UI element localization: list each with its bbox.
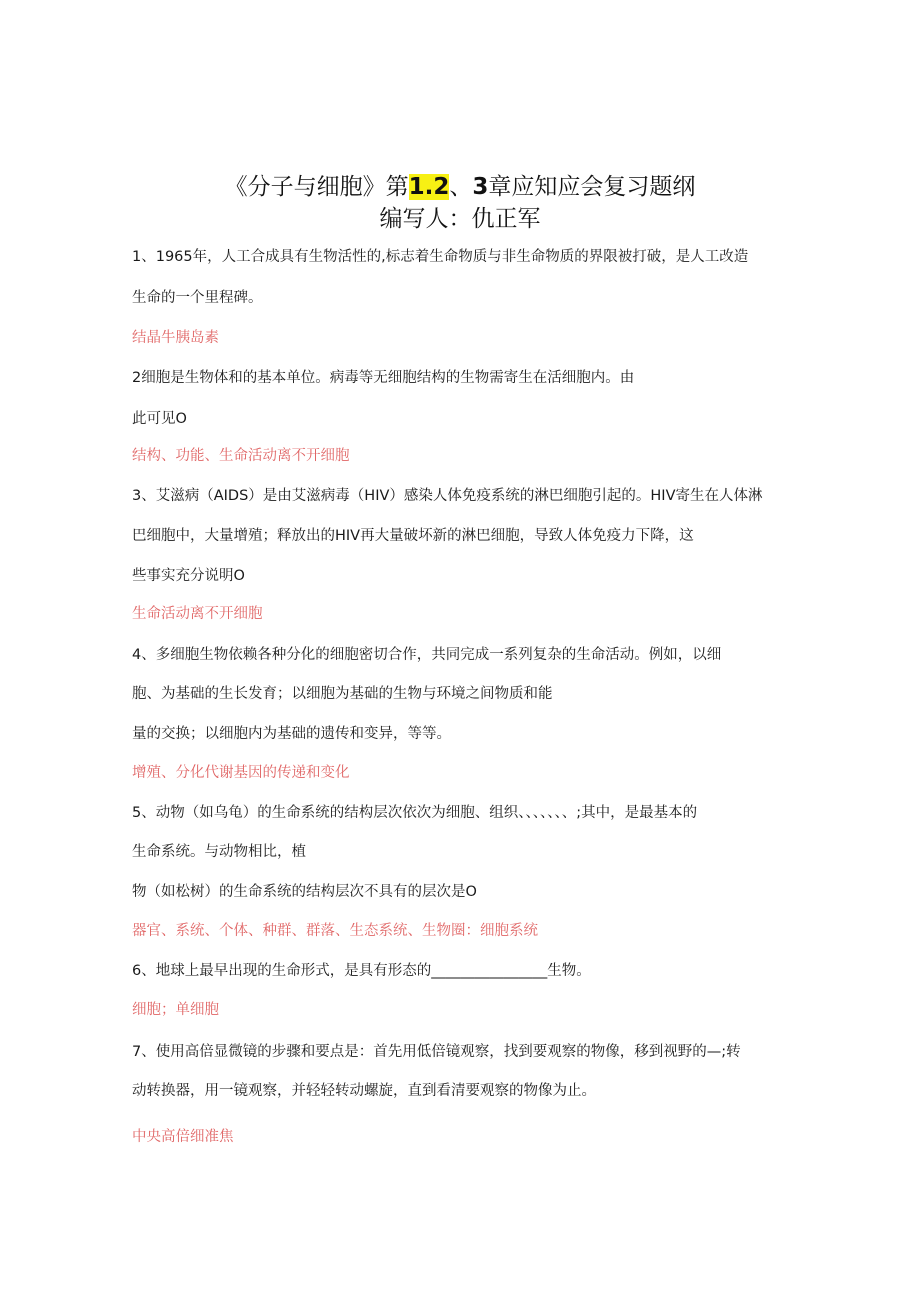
question-2-line-2: 此可见O: [132, 411, 187, 427]
question-4-line-3: 量的交换；以细胞内为基础的遗传和变异，等等。: [132, 726, 451, 742]
question-7-line-2: 动转换器，用一镜观察，并轻轻转动螺旋，直到看清要观察的物像为止。: [132, 1083, 596, 1099]
question-3-line-1: 3、艾滋病（AIDS）是由艾滋病毒（HIV）感染人体免疫系统的淋巴细胞引起的。HIV寄生在人体淋: [132, 488, 763, 504]
question-6-line-1: 6、地球上最早出现的生命形式，是具有形态的________________生物。: [132, 963, 591, 979]
answer-6: 细胞；单细胞: [132, 1002, 219, 1018]
title-mid: 、: [449, 174, 473, 200]
question-3-line-3: 些事实充分说明O: [132, 568, 245, 584]
question-2-line-1: 2细胞是生物体和的基本单位。病毒等无细胞结构的生物需寄生在活细胞内。由: [132, 370, 635, 386]
author-line: 编写人：仇正军: [379, 206, 541, 232]
answer-4: 增殖、分化代谢基因的传递和变化: [132, 765, 350, 781]
title-prefix: 《分子与细胞》第: [224, 174, 409, 200]
question-5-line-2: 生命系统。与动物相比，植: [132, 844, 306, 860]
question-5-line-3: 物（如松树）的生命系统的结构层次不具有的层次是O: [132, 884, 477, 900]
question-1-line-1: 1、1965年，人工合成具有生物活性的,标志着生命物质与非生命物质的界限被打破，是人工改造: [132, 249, 749, 265]
answer-7: 中央高倍细准焦: [132, 1129, 234, 1145]
title-bold-num: 3: [472, 174, 489, 200]
answer-2: 结构、功能、生命活动离不开细胞: [132, 448, 350, 464]
answer-5: 器官、系统、个体、种群、群落、生态系统、生物圈：细胞系统: [132, 923, 538, 939]
question-5-line-1: 5、动物（如乌龟）的生命系统的结构层次依次为细胞、组织、、、、、、、;其中，是最基本的: [132, 805, 698, 821]
question-4-line-1: 4、多细胞生物依赖各种分化的细胞密切合作，共同完成一系列复杂的生命活动。例如，以细: [132, 647, 722, 663]
title-highlight: 1.2: [408, 174, 450, 200]
question-3-line-2: 巴细胞中，大量增殖；释放出的HIV再大量破坏新的淋巴细胞，导致人体免疫力下降，这: [132, 528, 694, 544]
question-4-line-2: 胞、为基础的生长发育；以细胞为基础的生物与环境之间物质和能: [132, 686, 553, 702]
document-title: [0, 168, 920, 201]
answer-3: 生命活动离不开细胞: [132, 606, 263, 622]
question-7-line-1: 7、使用高倍显微镜的步骤和要点是：首先用低倍镜观察，找到要观察的物像，移到视野的—;转: [132, 1044, 741, 1060]
question-1-line-2: 生命的一个里程碑。: [132, 290, 263, 306]
answer-1: 结晶牛胰岛素: [132, 330, 219, 346]
title-suffix: 章应知应会复习题纲: [488, 174, 696, 200]
